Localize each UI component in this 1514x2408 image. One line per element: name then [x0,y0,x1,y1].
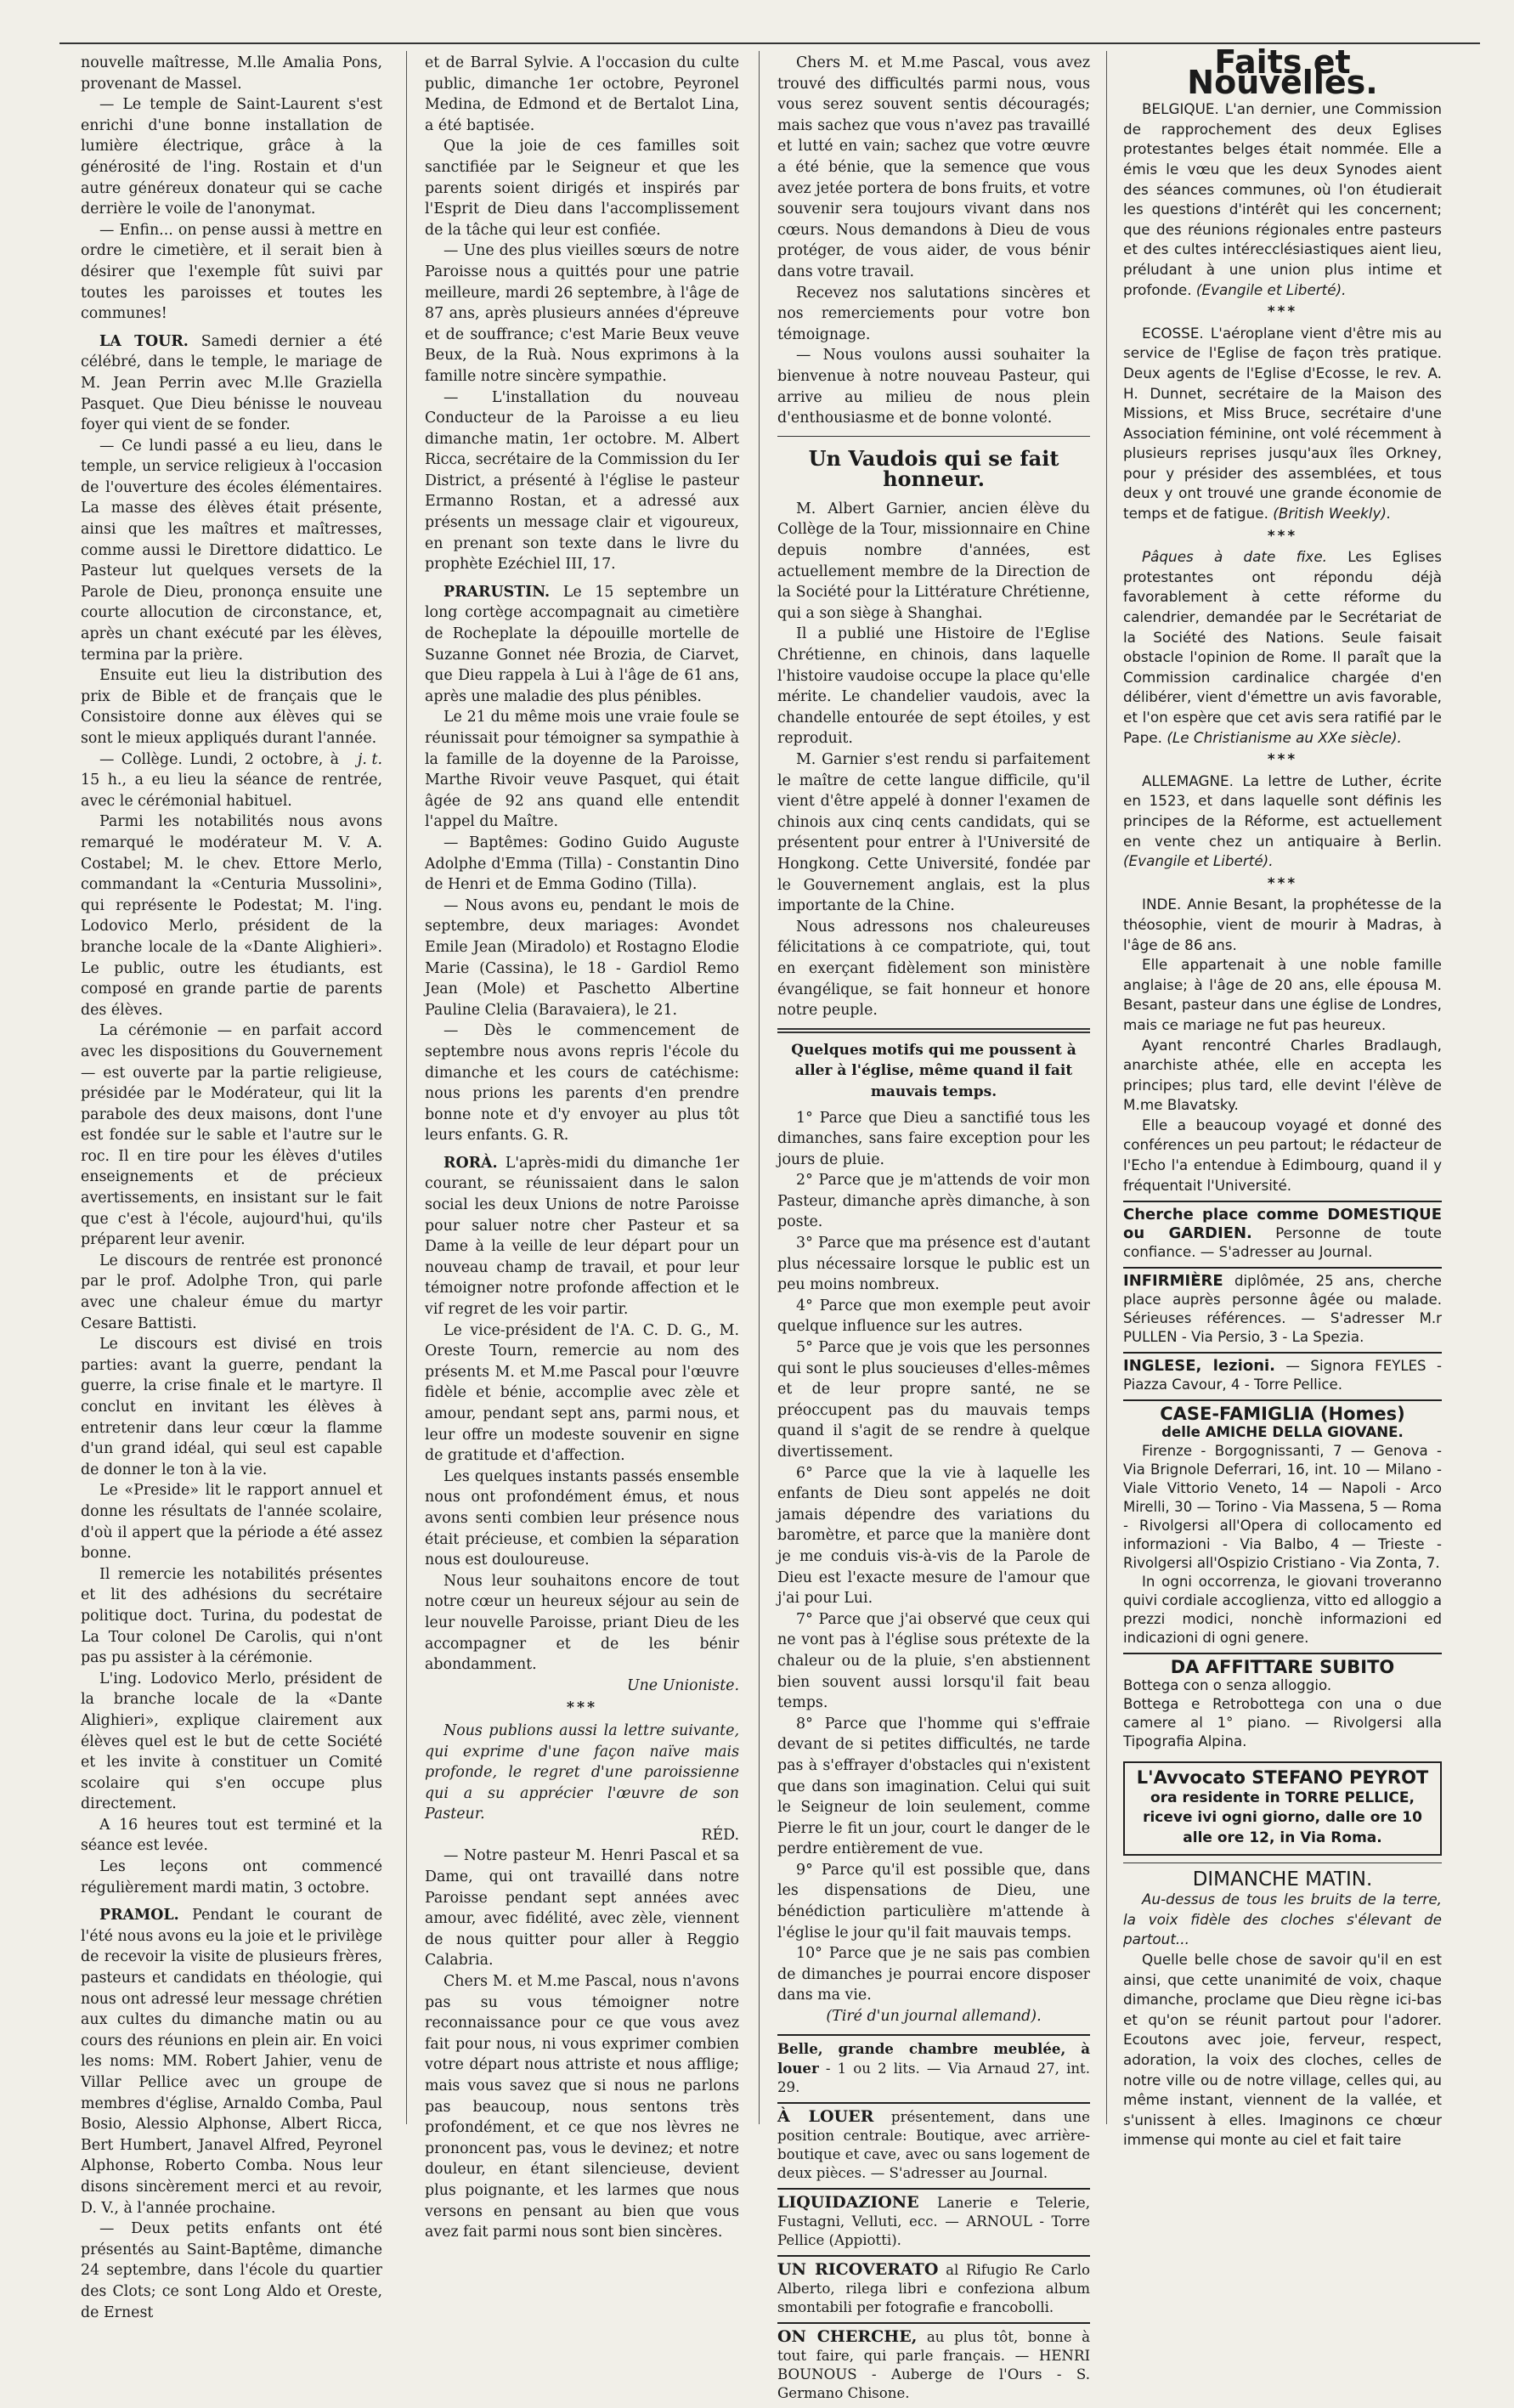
source-note: (Tiré d'un journal allemand). [826,2008,1042,2026]
paragraph: — Notre pasteur M. Henri Pascal et sa Dame, qui ont travaillé dans notre Paroisse pendant sept années avec amour, avec fidélité, avec zèle, viennent de nous quitter pour aller à Reggio Calabria. [425,1847,739,1970]
ad-text: ora residente in TORRE PELLICE, riceve ivi ogni giorno, dalle ore 10 alle ore 12, in Via Roma. [1143,1789,1422,1847]
paragraph: — Deux petits enfants ont été présentés au Saint-Baptême, dimanche 24 septembre, dans l'école du quartier des Clots; ce sont Long Aldo et Oreste, de Ernest [81,2220,382,2321]
paragraph: Il remercie les notabilités présentes et lit des adhésions du secrétaire politique doct. Turina, du podestat de La Tour colonel De Carolis, qui n'ont pas pu assister à la cérémonie. [81,1565,382,1667]
paragraph: PRARUSTIN. Le 15 septembre un long cortège accompagnait au cimetière de Rocheplate la dépouille mortelle de Suzanne Gonnet née Brozia, de Ciarvet, que Dieu rappela à Lui à l'âge de 61 ans, après une maladie des plus pénibles. [425,583,740,705]
source-note: (Evangile et Liberté). [1123,852,1274,870]
paragraph: Nous leur souhaitons encore de tout notre cœur un heureux séjour au sein de leur nouvelle Paroisse, priant Dieu de les accompagner et de les bénir abondamment. [425,1572,739,1674]
article-title: Un Vaudois qui se fait honneur. [808,445,1059,492]
paragraph: Il a publié une Histoire de l'Eglise Chrétienne, en chinois, dans laquelle l'histoire vaudoise occupe la place qu'elle mérite. Le chandelier vaudois, avec la chandelle entourée de sept étoiles, y est reproduit. [777,625,1090,748]
paragraph: Le discours de rentrée est prononcé par le prof. Adolphe Tron, qui parle avec une chaleur émue du martyr Cesare Battisti. [81,1252,382,1332]
column-1 [81,53,383,2321]
list-item: 5° Parce que je vois que les personnes qui sont le plus soucieuses d'elles-mêmes et de leur propre santé, ne se préoccupent pas du mauvais temps quand il s'agit de se rendre à quelque divertissement. [777,1339,1090,1461]
paragraph: INDE. Annie Besant, la prophétesse de la théosophie, vient de mourir à Madras, à l'âge de 86 ans. [1123,896,1442,953]
paragraph: Recevez nos salutations sincères et nos remerciements pour votre bon témoignage. [777,284,1090,343]
source-note: (British Weekly). [1273,505,1392,523]
list-item: 7° Parce que j'ai observé que ceux qui ne vont pas à l'église sous prétexte de la chaleur ou de la pluie, s'en abstiennent bien souvent aussi lorsqu'il fait beau temps. [777,1610,1090,1712]
paragraph: — Dès le commencement de septembre nous avons repris l'école du dimanche et les cours de catéchisme: nous prions les parents d'en prendre bonne note et d'y envoyer au plus tôt leurs enfants. G. R. [425,1022,739,1145]
paragraph: M. Garnier s'est rendu si parfaitement le maître de cette langue difficile, qu'il vient d'être appelé à donner l'examen de chinois aux cinq cents candidats, qui se présentent pour entrer à l'Université de Hongkong. Cette Université, fondée par le Gouvernement anglais, est la plus importante de la Chine. [777,751,1090,915]
classified-ad: Belle, grande chambre meublée, à louer - 1 ou 2 lits. — Via Arnaud 27, int. 29. [777,2034,1090,2102]
list-item: 8° Parce que l'homme qui s'effraie devant de si petites difficultés, ne tarde pas à s'effrayer d'obstacles qui n'existent que dans son imagination. Celui qui suit le Seigneur de loin seulement, comme Pierre le fit un jour, court le danger de le perdre entièrement de vue. [777,1715,1090,1858]
paragraph: Elle a beaucoup voyagé et donné des conférences un peu partout; le rédacteur de l'Echo l'a entendue à Edimbourg, quand il y fréquentait l'Université. [1123,1116,1442,1194]
classified-ad: ON CHERCHE, au plus tôt, bonne à tout faire, qui parle français. — HENRI BOUNOUS - Auberge de l'Ours - S. Germano Chisone. [777,2322,1090,2408]
list-item: 6° Parce que la vie à laquelle les enfants de Dieu sont appelés ne doit jamais dépendre des variations du baromètre, et parce que la manière dont je me conduis vis-à-vis de la Parole de Dieu est l'exacte mesure de l'amour que j'ai pour Lui. [777,1464,1090,1608]
paragraph: RORÀ. L'après-midi du dimanche 1er courant, se réunissaient dans le salon social les deux Unions de notre Paroisse pour saluer notre cher Pasteur et sa Dame à la veille de leur départ pour un nouveau champ de travail, et pour leur témoigner notre profonde affection et le vif regret de les voir partir. [425,1154,739,1319]
paragraph: Ensuite eut lieu la distribution des prix de Bible et de français que le Consistoire donne aux élèves qui se sont le mieux appliqués durant l'année. j. t. [81,665,382,749]
paragraph: Le vice-président de l'A. C. D. G., M. Oreste Tourn, remercie au nom des présents M. et M.me Pascal pour l'œuvre fidèle et bénie, accomplie avec zèle et amour, pendant sept ans, parmi nous, et leur offre un modeste souvenir en signe de gratitude et d'affection. [425,1321,739,1465]
article-title: DIMANCHE MATIN. [1192,1868,1373,1891]
list-item: 10° Parce que je ne sais pas combien de dimanches je pourrai encore disposer dans ma vie. [777,1945,1090,2004]
paragraph: — Nous avons eu, pendant le mois de septembre, deux mariages: Avondet Emile Jean (Miradolo) et Rostagno Elodie Marie (Cassina), le 18 - Gardiol Remo Jean (Mole) et Paschetto Albertine Pauline Clelia (Baravaiera), le 21. [425,896,739,1019]
paragraph: — Une des plus vieilles sœurs de notre Paroisse nous a quittés pour une patrie meilleure, mardi 26 septembre, à l'âge de 87 ans, après plusieurs années d'épreuve et de souffrance; c'est Marie Beux veuve Beux, de la Ruà. Nous exprimons à la famille notre sincère sympathie. [425,242,739,385]
column-divider [759,51,760,2124]
separator-stars: *** [1267,526,1298,544]
paragraph: Que la joie de ces familles soit sanctifiée par le Seigneur et que les parents soient dirigés et inspirés par l'Esprit de Dieu dans l'accomplissement de la tâche qui leur est confiée. [425,138,739,239]
list-item: 3° Parce que ma présence est d'autant plus nécessaire lorsque le public est un peu moins nombreux. [777,1235,1090,1294]
paragraph: BELGIQUE. L'an dernier, une Commission de rapprochement des deux Eglises protestantes belges était nommée. Elle a émis le vœu que les deux Synodes aient des séances communes, où l'on étudierait les questions d'intérêt qui les concernent; que des réunions régionales entre pasteurs et des cultes intérecclésiastiques aient lieu, préludant à une union plus intime et profonde. (Evangile et Liberté). [1123,100,1443,298]
list-item: 4° Parce que mon exemple peut avoir quelque influence sur les autres. [777,1297,1090,1336]
column-divider [406,51,407,2124]
ad-title: L'Avvocato STEFANO PEYROT [1136,1767,1429,1789]
column-2 [425,53,740,2241]
classified-ad: INFIRMIÈRE diplômée, 25 ans, cherche place auprès personne âgée ou malade. Sérieuses références. — S'adresser M.r PULLEN - Via Persio, 3 - La Spezia. [1123,1267,1442,1352]
section-title: Faits et Nouvelles. [1187,43,1378,101]
classified-ad: UN RICOVERATO al Rifugio Re Carlo Alberto, rilega libri e confeziona album smontabili per fotografie e francobolli. [777,2255,1090,2322]
classified-ad: LIQUIDAZIONE Lanerie e Telerie, Fustagni, Velluti, ecc. — ARNOUL - Torre Pellice (Appiotti). [777,2188,1090,2255]
ad-text: In ogni occorrenza, le giovani troveranno quivi cordiale accoglienza, vitto ed alloggio a prezzi modici, nonchè informazioni ed indicazioni di ogni genere. [1123,1574,1442,1647]
parish-label: PRAMOL. [99,1907,179,1925]
classified-ad [1123,1653,1442,1756]
paragraph: — Collège. Lundi, 2 octobre, à 15 h., a eu lieu la séance de rentrée, avec le cérémonial habituel. [81,750,382,810]
paragraph: — Enfin... on pense aussi à mettre en ordre le cimetière, et il serait bien à désirer que l'exemple fût suivi par toutes les paroisses et toutes les communes! [81,221,382,323]
paragraph: Nous adressons nos chaleureuses félicitations à ce compatriote, qui, tout en exerçant fidèlement son ministère évangélique, se fait honneur et honore notre peuple. [777,918,1090,1020]
ad-title: CASE-FAMIGLIA (Homes) [1160,1404,1405,1425]
paragraph: Le 21 du même mois une vraie foule se réunissait pour témoigner sa sympathie à la famille de la doyenne de la Paroisse, Marthe Rivoir veuve Pasquet, qui était âgée de 92 ans quand elle entendit l'appel du Maître. [425,709,739,831]
paragraph: Au-dessus de tous les bruits de la terre, la voix fidèle des cloches s'élevant de partout... [1123,1891,1442,1948]
paragraph: Pâques à date fixe. Les Eglises protestantes ont répondu déjà favorablement à cette réforme du calendrier, demandée par le Secrétariat de la Société des Nations. Seule faisait obstacle l'opinion de Rome. Il paraît que la Commission cardinalice chargée d'en délibérer, vient d'émettre un avis favorable, et l'on espère que cet avis sera ratifié par le Pape. (Le Christianisme au XXe siècle). [1123,548,1442,746]
ad-subtitle: delle AMICHE DELLA GIOVANE. [1161,1424,1404,1441]
signature: Une Unioniste. [626,1676,739,1694]
paragraph: Elle appartenait à une noble famille anglaise; à l'âge de 20 ans, elle épousa M. Besant, pasteur dans une église de Londres, mais ce mariage ne fut pas heureux. [1123,956,1442,1033]
paragraph: — Nous voulons aussi souhaiter la bienvenue à notre nouveau Pasteur, qui arrive au milieu de nous plein d'enthousiasme et de bonne volonté. [777,347,1090,427]
parish-label: LA TOUR. [99,332,189,350]
paragraph: Les quelques instants passés ensemble nous ont profondément émus, et nous avons senti combien leur présence nous était précieuse, et combien la séparation nous est douloureuse. [425,1467,739,1569]
list-item: 9° Parce qu'il est possible que, dans les dispensations de Dieu, une bénédiction particulière m'attende à l'église le jour qu'il fait mauvais temps. [777,1861,1090,1942]
separator [777,1028,1090,1033]
classified-ad: À LOUER présentement, dans une position centrale: Boutique, avec arrière-boutique et cave, avec ou sans logement de deux pièces. — S'adresser au Journal. [777,2102,1090,2188]
paragraph: nouvelle maîtresse, M.lle Amalia Pons, provenant de Massel. [81,54,382,93]
paragraph: LA TOUR. Samedi dernier a été célébré, dans le temple, le mariage de M. Jean Perrin avec M.lle Graziella Pasquet. Que Dieu bénisse le nouveau foyer qui vient de se fonder. [81,332,383,434]
source-note: (Evangile et Liberté). [1195,280,1347,298]
column-divider [1106,51,1107,2124]
column-4 [1123,43,1443,2149]
paragraph: L'ing. Lodovico Merlo, président de la branche locale de la «Dante Alighieri», explique clairement aux élèves quel est le but de cette Société et les invite à constituer un Comité scolaire qui s'en occupe plus directement. [81,1670,382,1813]
parish-label: PRARUSTIN. [443,583,551,601]
separator-stars: *** [566,1699,598,1717]
paragraph: Chers M. et M.me Pascal, nous n'avons pas su vous témoigner notre reconnaissance pour ce que vous avez fait pour nous, ni vous exprimer combien votre départ nous attriste et nous afflige; mais vous savez que si nous ne parlons pas beaucoup, nous sentons très profondément, et ce que nos lèvres ne prononcent pas, vous le devinez; et notre douleur, en étant silencieuse, devient plus poignante, et les larmes que nous versons en pensant au bien que vous avez fait parmi nous sont bien sincères. [425,1973,739,2241]
list-item: 2° Parce que je m'attends de voir mon Pasteur, dimanche après dimanche, à son poste. [777,1172,1090,1231]
parish-label: RORÀ. [443,1154,498,1172]
signature: G. R. [532,1127,569,1145]
paragraph: et de Barral Sylvie. A l'occasion du culte public, dimanche 1er octobre, Peyronel Medina, de Edmond et de Bertalot Lina, a été baptisée. [425,54,739,134]
paragraph: Le «Preside» lit le rapport annuel et donne les résultats de l'année scolaire, d'où il appert que la période a été assez bonne. [81,1482,382,1563]
separator-stars: *** [1267,750,1298,768]
paragraph: Parmi les notabilités nous avons remarqué le modérateur M. V. A. Costabel; M. le chev. Ettore Merlo, commandant la «Centuria Mussolini», qui représente le Podestat; M. l'ing. Lodovico Merlo, président de la branche locale de la «Dante Alighieri». Le public, outre les étudiants, est composé en grande partie de parents des élèves. [81,813,382,1019]
classified-ad: INGLESE, lezioni. — Signora FEYLES - Piazza Cavour, 4 - Torre Pellice. [1123,1352,1442,1399]
paragraph: Chers M. et M.me Pascal, vous avez trouvé des difficultés parmi nous, vous vous serez souvent sentis découragés; mais sachez que vous n'avez pas travaillé et lutté en vain; sachez que votre œuvre a été bénie, que la semence que vous avez jetée portera de bons fruits, et votre souvenir sera toujours vivant dans nos cœurs. Nous demandons à Dieu de vous protéger, de vous aider, de vous bénir dans votre travail. [777,54,1090,280]
classified-ad [1123,1399,1442,1653]
paragraph: Nous publions aussi la lettre suivante, qui exprime d'une façon naïve mais profonde, le regret d'une paroissienne qui a su apprécier l'œuvre de son Pasteur. [425,1721,739,1823]
separator [777,436,1090,437]
paragraph: PRAMOL. Pendant le courant de l'été nous avons eu la joie et le privilège de recevoir la visite de plusieurs frères, pasteurs et candidats en théologie, qui nous ont adressé leur message chrétien aux cultes du dimanche matin ou au cours des réunions en plein air. En voici les noms: MM. Robert Jahier, venu de Villar Pellice avec un groupe de membres d'église, Arnaldo Comba, Paul Bosio, Alessio Alphonse, Albert Ricca, Bert Humbert, Janavel Alfred, Peyronel Alphonse, Roberto Comba. Nous leur disons sincèrement merci et au revoir, D. V., à l'année prochaine. [81,1907,382,2217]
paragraph: Quelle belle chose de savoir qu'il en est ainsi, que cette unanimité de voix, chaque dimanche, proclame que Dieu règne ici-bas et qu'on se réunit partout pour l'adorer. Ecoutons avec joie, ferveur, respect, adoration, la voix des cloches, celles de notre ville ou de notre village, celles qui, au même instant, viennent de la vallée, et s'unissent à elles. Imaginons ce chœur immense qui monte au ciel et fait taire [1123,1951,1442,2149]
paragraph: Le discours est divisé en trois parties: avant la guerre, pendant la guerre, la crise finale et le martyre. Il conclut en invitant les élèves à entretenir dans leur cœur la flamme d'un grand idéal, qui seul est capable de donner le ton à la vie. [81,1336,382,1478]
paragraph: Les leçons ont commencé régulièrement mardi matin, 3 octobre. [81,1858,382,1896]
list-item: 1° Parce que Dieu a sanctifié tous les dimanches, sans faire exception pour les jours de pluie. [777,1109,1090,1168]
paragraph: La cérémonie — en parfait accord avec les dispositions du Gouvernement — est ouverte par la partie religieuse, présidée par le Modérateur, qui lit la parabole des deux maisons, dont l'une est fondée sur le sable et l'autre sur le roc. Il en tire pour les élèves d'utiles enseignements et de précieux avertissements, en insistant sur le fait que c'est à l'école, aujourd'hui, qu'ils préparent leur avenir. [81,1022,382,1249]
ad-text: Firenze - Borgognissanti, 7 — Genova - Via Brignole Deferrari, 16, int. 10 — Milano - Viale Vittorio Veneto, 14 — Napoli - Arco Mirelli, 30 — Torino - Via Massena, 5 — Roma - Rivolgersi all'Opera di collocamento ed informazioni - Via Balbo, 4 — Trieste - Rivolgersi all'Ospizio Cristiano - Via Zonta, 7. [1123,1443,1442,1572]
signature: j. t. [358,750,382,768]
paragraph: ECOSSE. L'aéroplane vient d'être mis au service de l'Eglise de façon très pratique. Deux agents de l'Eglise d'Ecosse, le rev. A. H. Dunnet, secrétaire de la Maison des Missions, et Miss Bruce, secrétaire d'une Association féminine, ont volé récemment à plusieurs reprises jusqu'aux îles Orkney, pour y présider des assemblées, et tous deux y ont trouvé une grande économie de temps et de fatigue. (British Weekly). [1123,324,1442,523]
separator-stars: *** [1267,302,1298,320]
classified-ad: Cherche place comme DOMESTIQUE ou GARDIEN. Personne de toute confiance. — S'adresser au Journal. [1123,1201,1442,1267]
column-3 [777,53,1091,2401]
article-title: Quelques motifs qui me poussent à aller à l'église, même quand il fait mauvais temps. [791,1041,1076,1100]
separator-stars: *** [1267,873,1298,891]
ad-title: DA AFFITTARE SUBITO [1170,1657,1395,1678]
paragraph: ALLEMAGNE. La lettre de Luther, écrite en 1523, et dans laquelle sont définis les principes de la Réforme, est actuellement en vente chez un antiquaire à Berlin. (Evangile et Liberté). [1123,772,1442,870]
paragraph: M. Albert Garnier, ancien élève du Collège de la Tour, missionnaire en Chine depuis nombre d'années, est actuellement membre de la Direction de la Société pour la Littérature Chrétienne, qui a son siège à Shanghai. [777,500,1090,622]
paragraph: — Le temple de Saint-Laurent s'est enrichi d'une bonne installation de lumière électrique, grâce à la générosité de l'ing. Rostain et d'un autre généreux donateur qui se cache derrière le voile de l'anonymat. [81,96,382,218]
paragraph: — Baptêmes: Godino Guido Auguste Adolphe d'Emma (Tilla) - Constantin Dino de Henri et de Emma Godino (Tilla). [425,834,739,894]
paragraph: — L'installation du nouveau Conducteur de la Paroisse a eu lieu dimanche matin, 1er octobre. M. Albert Ricca, secrétaire de la Commission du Ier District, a présenté à l'église le pasteur Ermanno Rostan, et a adressé aux présents un message clair et vigoureux, en prenant son texte dans le livre du prophète Ezéchiel III, 17. [425,388,739,574]
signature: RÉD. [701,1826,739,1844]
paragraph: Ayant rencontré Charles Bradlaugh, anarchiste athée, elle en accepta les principes; plus tard, elle devint l'élève de M.me Blavatsky. [1123,1036,1442,1114]
paragraph: — Ce lundi passé a eu lieu, dans le temple, un service religieux à l'occasion de l'ouverture des écoles élémentaires. La masse des élèves était présente, ainsi que les maîtres et maîtresses, comme aussi le Direttore didattico. Le Pasteur lut quelques versets de la Parole de Dieu, prononça ensuite une courte allocution de circonstance, et, après un chant exécuté par les élèves, termina par la prière. [81,437,382,664]
ad-text: Bottega con o senza alloggio. [1123,1677,1332,1694]
lawyer-ad [1123,1761,1442,1855]
ad-text: Bottega e Retrobottega con una o due camere al 1° piano. — Rivolgersi alla Tipografia Alpina. [1123,1696,1442,1750]
source-note: (Le Christianisme au XXe siècle). [1167,728,1402,746]
paragraph: A 16 heures tout est terminé et la séance est levée. [81,1816,382,1855]
